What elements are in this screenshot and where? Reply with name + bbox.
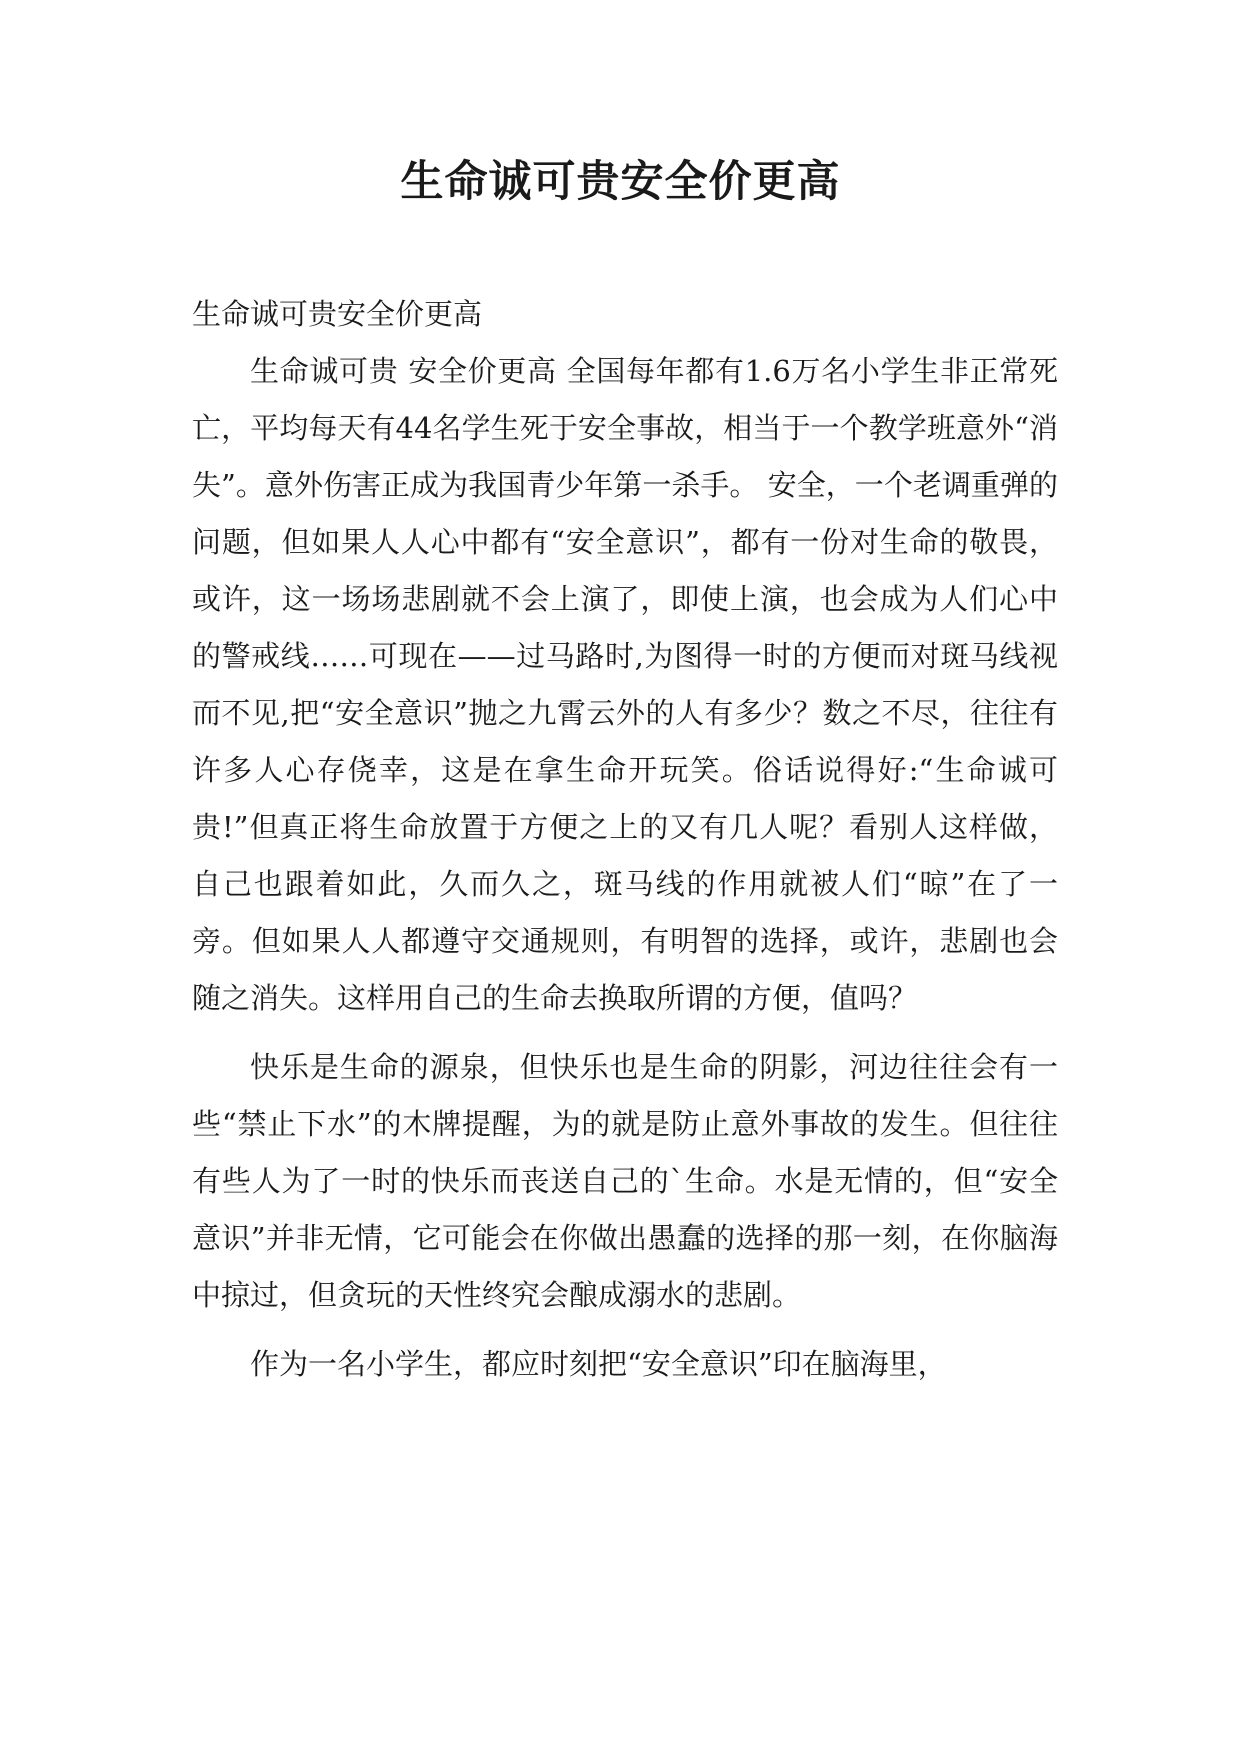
paragraph: 作为一名小学生，都应时刻把“安全意识”印在脑海里，: [250, 1347, 947, 1381]
paragraph: 生命诚可贵 安全价更高 全国每年都有1.6万名小学生非正常死亡，平均每天有44名学生死于安全事故，相当于一个教学班意外“消失”。意外伤害正成为我国青少年第一杀手。 安全，一个老调重弹的问题，但如果人人心中都有“安全意识”，都有一份对生命的敬畏，或许，这一场场悲剧就不会上演了，即使上演，也会成为人们心中的警戒线……可现在——过马路时,为图得一时的方便而对斑马线视而不见,把“安全意识”抛之九霄云外的人有多少？数之不尽，往往有许多人心存侥幸，这是在拿生命开玩笑。俗话说得好:“生命诚可贵!”但真正将生命放置于方便之上的又有几人呢？看别人这样做，自己也跟着如此，久而久之，斑马线的作用就被人们“晾”在了一旁。但如果人人都遵守交通规则，有明智的选择，或许，悲剧也会随之消失。这样用自己的生命去换取所谓的方便，值吗？: [192, 354, 1058, 1015]
document-body: [192, 286, 1058, 1393]
document-title: 生命诚可贵安全价更高: [400, 157, 841, 207]
paragraph: 快乐是生命的源泉，但快乐也是生命的阴影，河边往往会有一些“禁止下水”的木牌提醒，为的就是防止意外事故的发生。但往往有些人为了一时的快乐而丧送自己的`生命。水是无情的，但“安全意识”并非无情，它可能会在你做出愚蠢的选择的那一刻，在你脑海中掠过，但贪玩的天性终究会酿成溺水的悲剧。: [192, 1050, 1058, 1312]
document-subtitle: 生命诚可贵安全价更高: [192, 297, 483, 331]
